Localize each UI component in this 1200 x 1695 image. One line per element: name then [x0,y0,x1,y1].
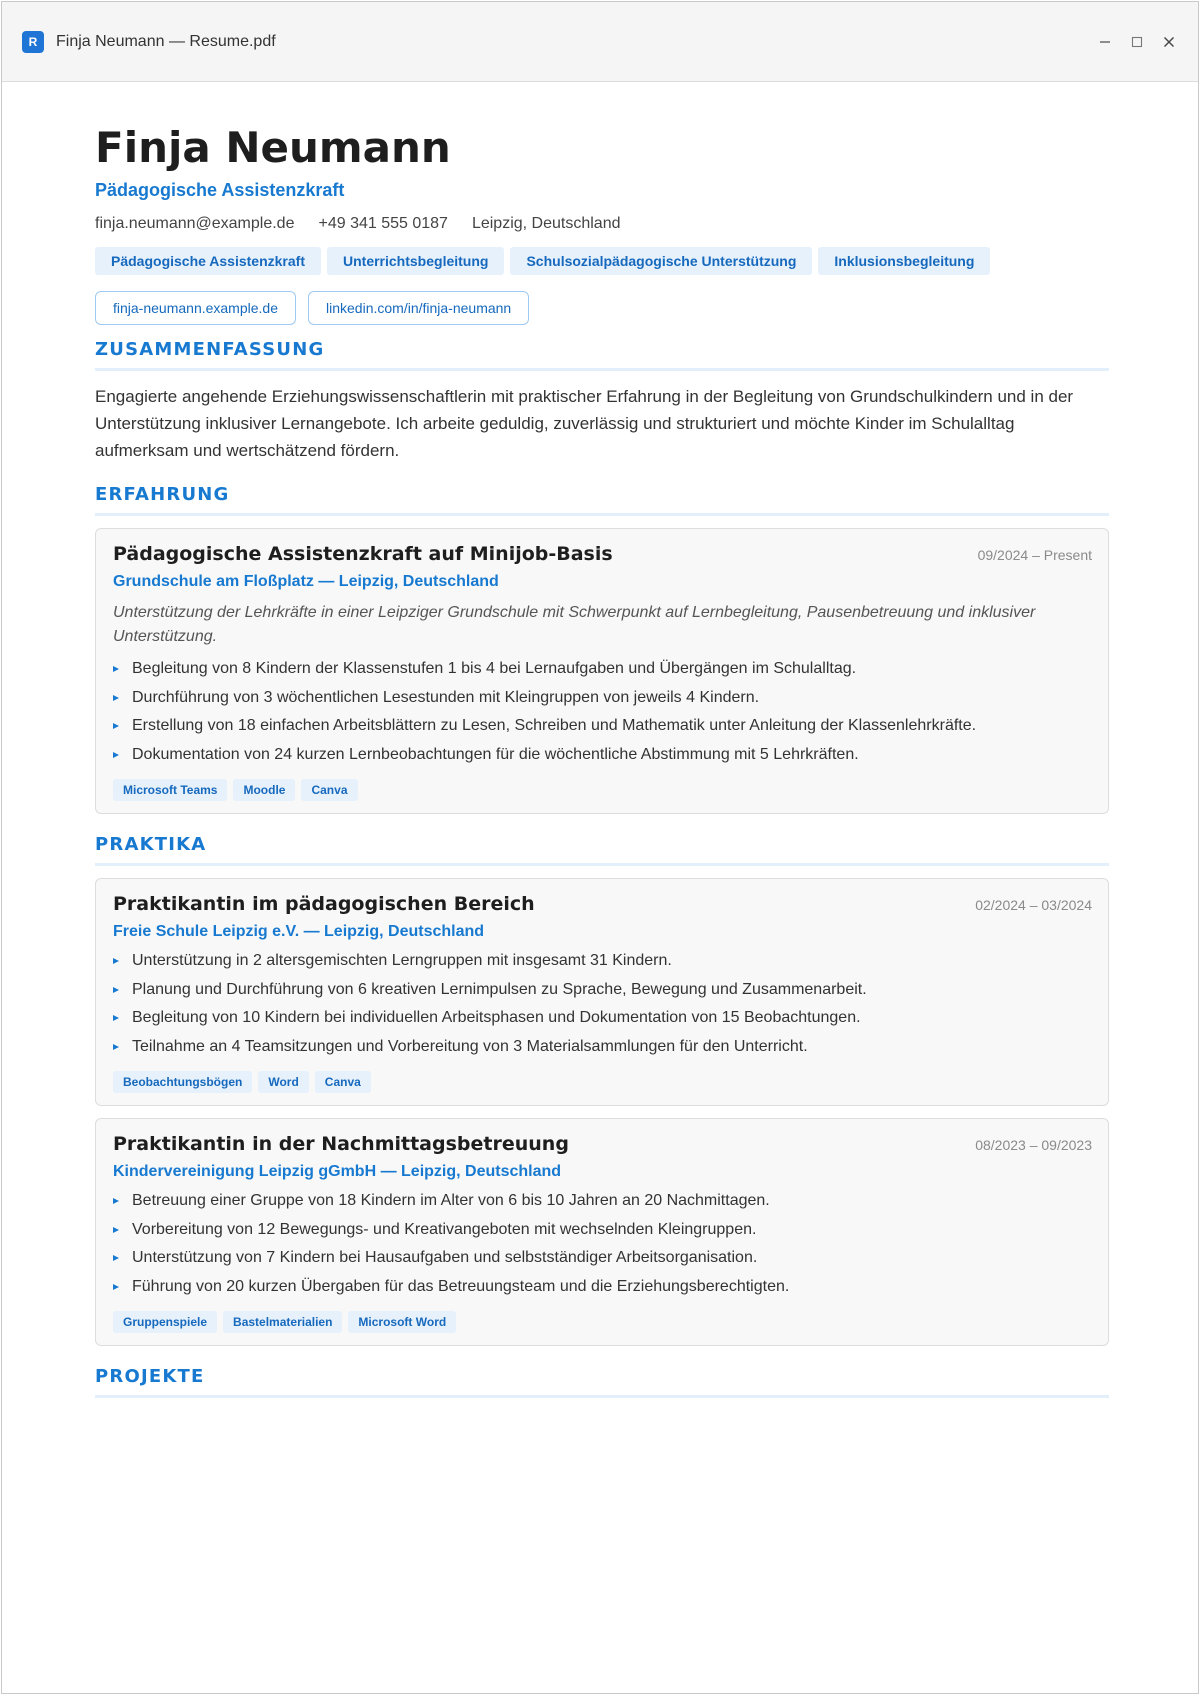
list-item [113,1004,1092,1033]
bullet-text: Betreuung einer Gruppe von 18 Kindern im Alter von 6 bis 10 Jahren an 20 Nachmittagen. [132,1192,770,1209]
window-title: Finja Neumann — Resume.pdf [56,32,276,50]
skill-tag: Canva [301,779,357,801]
bullet-text: Vorbereitung von 12 Bewegungs- und Kreativangeboten mit wechselnden Kleingruppen. [132,1220,757,1238]
role-tag: Schulsozialpädagogische Unterstützung [510,247,812,275]
job-organization: Grundschule am Floßplatz — Leipzig, Deutschland [113,573,499,590]
skill-tags [113,1071,1092,1093]
bullet-arrow-icon [113,1284,119,1290]
person-name: Finja Neumann [95,123,451,172]
internship-bullets [113,1187,1092,1301]
list-item [113,1187,1092,1216]
job-description: Unterstützung der Lehrkräfte in einer Leipziger Grundschule mit Schwerpunkt auf Lernbegleitung, Pausenbetreuung und inklusiver Unterstützung. [113,604,1036,645]
bullet-text: Dokumentation von 24 kurzen Lernbeobachtungen für die wöchentliche Abstimmung mit 5 Lehrkräften. [132,745,859,763]
bullet-arrow-icon [113,752,119,758]
bullet-text: Unterstützung von 7 Kindern bei Hausaufgaben und selbstständiger Arbeitsorganisation. [132,1249,758,1266]
list-item [113,1033,1092,1062]
bullet-text: Planung und Durchführung von 6 kreativen Lernimpulsen zu Sprache, Bewegung und Zusammenarbeit. [132,980,867,998]
internship-title: Praktikantin im pädagogischen Bereich [113,893,535,915]
list-item [113,1216,1092,1245]
internship-date: 02/2024 – 03/2024 [975,897,1092,913]
list-item [113,712,1092,741]
contact-location: Leipzig, Deutschland [471,215,621,232]
bullet-text: Erstellung von 18 einfachen Arbeitsblättern zu Lesen, Schreiben und Mathematik unter Anleitung der Klassenlehrkräfte. [132,717,977,734]
job-bullets [113,655,1092,769]
skill-tags [113,1311,1092,1333]
role-tag: Pädagogische Assistenzkraft [95,247,321,275]
bullet-arrow-icon [113,666,119,672]
contact-phone[interactable]: +49 341 555 0187 [318,215,448,232]
skill-tag: Bastelmaterialien [223,1311,342,1333]
window-controls [1096,33,1178,51]
skill-tag: Beobachtungsbögen [113,1071,252,1093]
list-item [113,655,1092,684]
internship-organization: Freie Schule Leipzig e.V. — Leipzig, Deutschland [113,923,485,940]
skill-tags [113,779,1092,801]
bullet-text: Begleitung von 10 Kindern bei individuellen Arbeitsphasen und Dokumentation von 15 Beobachtungen. [132,1009,861,1026]
bullet-text: Führung von 20 kurzen Übergaben für das Betreuungsteam und die Erziehungsberechtigten. [132,1277,790,1295]
app-window [1,1,1199,1694]
job-title: Pädagogische Assistenzkraft auf Minijob-Basis [113,543,613,565]
website-link[interactable]: finja-neumann.example.de [95,291,296,325]
bullet-arrow-icon [113,695,119,701]
maximize-icon[interactable] [1128,33,1146,51]
internship-card [95,878,1109,1106]
contact-email[interactable]: finja.neumann@example.de [95,215,295,232]
internship-title: Praktikantin in der Nachmittagsbetreuung [113,1133,569,1155]
list-item [113,741,1092,770]
title-bar [2,2,1198,82]
section-title-projects: PROJEKTE [95,1366,1109,1398]
bullet-arrow-icon [113,1015,119,1021]
skill-tag: Gruppenspiele [113,1311,217,1333]
skill-tag: Moodle [233,779,295,801]
skill-tag: Word [258,1071,308,1093]
contact-row [95,215,1109,233]
section-title-internships: PRAKTIKA [95,834,1109,866]
section-title-experience: ERFAHRUNG [95,484,1109,516]
internship-organization: Kindervereinigung Leipzig gGmbH — Leipzig, Deutschland [113,1163,562,1180]
job-date: 09/2024 – Present [977,547,1092,563]
bullet-arrow-icon [113,1044,119,1050]
list-item [113,976,1092,1005]
list-item [113,684,1092,713]
app-icon: R [22,31,44,53]
role-tag: Unterrichtsbegleitung [327,247,504,275]
bullet-arrow-icon [113,987,119,993]
internship-card [95,1118,1109,1346]
skill-tag: Microsoft Word [348,1311,456,1333]
profile-links [95,291,1109,325]
resume-page [95,82,1109,1398]
internship-bullets [113,947,1092,1061]
minimize-icon[interactable] [1096,33,1114,51]
person-role: Pädagogische Assistenzkraft [95,180,345,200]
experience-card [95,528,1109,814]
section-title-summary: ZUSAMMENFASSUNG [95,339,1109,371]
summary-text: Engagierte angehende Erziehungswissenschaftlerin mit praktischer Erfahrung in der Begleitung von Grundschulkindern und in der Unterstützung inklusiver Lernangebote. Ich arbeite geduldig, zuverlässig und strukturiert und möchte Kinder im Schulalltag aufmerksam und wertschätzend fördern. [95,387,1074,460]
skill-tag: Canva [315,1071,371,1093]
linkedin-link[interactable]: linkedin.com/in/finja-neumann [308,291,529,325]
bullet-text: Begleitung von 8 Kindern der Klassenstufen 1 bis 4 bei Lernaufgaben und Übergängen im Schulalltag. [132,660,857,677]
bullet-arrow-icon [113,1255,119,1261]
list-item [113,1244,1092,1273]
skill-tag: Microsoft Teams [113,779,227,801]
role-tag: Inklusionsbegleitung [818,247,990,275]
bullet-text: Unterstützung in 2 altersgemischten Lerngruppen mit insgesamt 31 Kindern. [132,952,672,969]
list-item [113,1273,1092,1302]
close-icon[interactable] [1160,33,1178,51]
bullet-text: Durchführung von 3 wöchentlichen Lesestunden mit Kleingruppen von jeweils 4 Kindern. [132,688,760,706]
bullet-arrow-icon [113,1198,119,1204]
list-item [113,947,1092,976]
role-tags [95,247,1109,275]
internship-date: 08/2023 – 09/2023 [975,1137,1092,1153]
bullet-arrow-icon [113,958,119,964]
bullet-text: Teilnahme an 4 Teamsitzungen und Vorbereitung von 3 Materialsammlungen für den Unterricht. [132,1037,808,1055]
bullet-arrow-icon [113,1227,119,1233]
bullet-arrow-icon [113,723,119,729]
